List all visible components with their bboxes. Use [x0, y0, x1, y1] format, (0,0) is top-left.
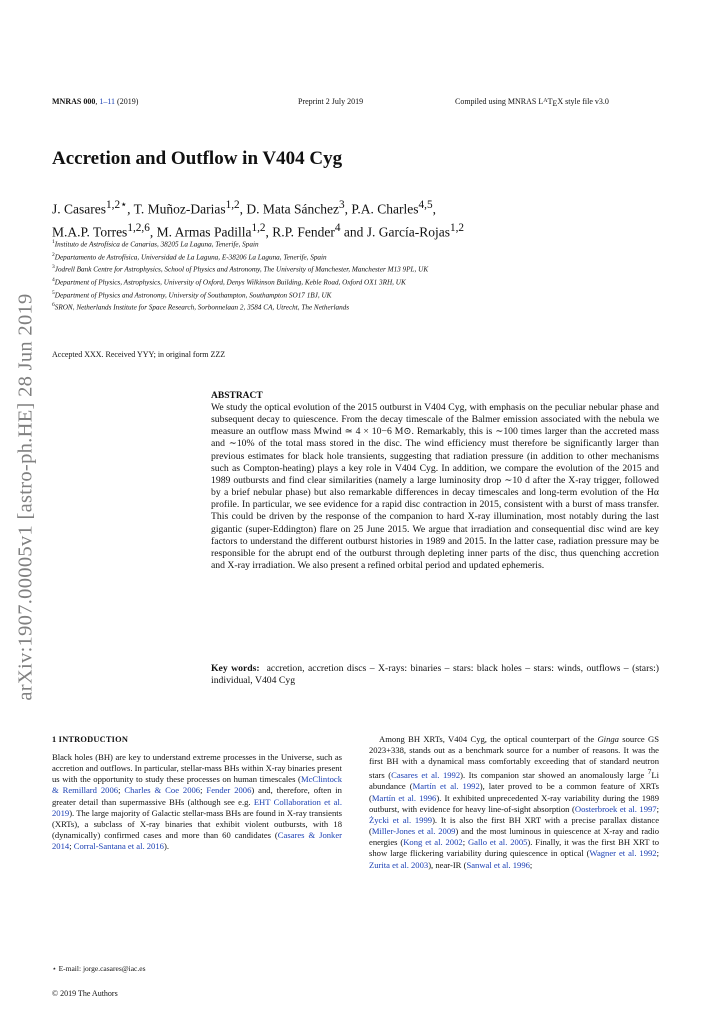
compiled-note: Compiled using MNRAS $L^ATEX$ style file v3.0	[455, 97, 609, 108]
author-list: J. Casares$^{1,2⋆}$, T. Muñoz-Darias$^{1,2}$, D. Mata Sánchez$^3$, P.A. Charles$^{4,5}$, M.A.P. Torres$^{1,2,6}$, M. Armas Padilla$^{1,2}$, R.P. Fender$^4$ and J. García-Rojas$^{1,2}$	[52, 199, 465, 239]
citation-link[interactable]: Gallo et al. 2005	[467, 837, 528, 848]
citation-link[interactable]: Casares & Jonker 2014	[52, 830, 343, 852]
citation-link[interactable]: Sanwal et al. 1996	[466, 859, 530, 870]
intro-column-left: Black holes (BH) are key to understand extreme processes in the Universe, such as accretion and outflows. In particular, stellar-mass BHs within X-ray binaries present us with the opportunity to study these processes on human timescales (McClintock & Remillard 2006; Charles & Coe 2006; Fender 2006) and, therefore, often in greater detail than supermassive BHs (although see e.g. EHT Collaboration et al. 2019). The large majority of Galactic stellar-mass BHs are found in X-ray transients (XRTs), a subclass of X-ray binaries that exhibit violent outbursts, with 18 (dynamically) confirmed cases and more than 60 candidates (Casares & Jonker 2014; Corral-Santana et al. 2016).	[52, 752, 343, 852]
arxiv-stamp	[4, 293, 48, 701]
paper-title: Accretion and Outflow in V404 Cyg	[52, 148, 343, 169]
abstract-body: We study the optical evolution of the 2015 outburst in V404 Cyg, with emphasis on the peculiar nebular phase and subsequent decay to quiescence. From the decay timescale of the Balmer emission associated with the nebula we measure an outflow mass Mwind ≃ 4 × 10−6 M⊙. Remarkably, this is ∼100 times larger than the accreted mass and ∼10% of the total mass stored in the disc. The wind efficiency must therefore be significantly larger than previous estimates for black hole transients, suggesting that radiation pressure (in addition to other mechanisms such as Compton-heating) plays a key role in V404 Cyg. In addition, we compare the evolution of the 2015 and 1989 outbursts and find clear similarities (namely a large luminosity drop ∼10 d after the X-ray trigger, followed by a brief nebular phase) but also remarkable differences in decay timescales and long-term evolution of the Hα profile. In particular, we see evidence for a rapid disc contraction in 2015, consistent with a burst of mass transfer. This could be driven by the response of the companion to hard X-ray illumination, most notably during the last gigantic (super-Eddington) flare on 25 June 2015. We argue that irradiation and consequential disc wind are key factors to understand the different outburst histories in 1989 and 2015. In the latter case, radiation pressure may be responsible for the abrupt end of the outburst through depleting inner parts of the disc, thus quenching accretion and X-ray irradiation. We also present a refined orbital period and updated ephemeris.	[211, 402, 659, 572]
citation-link[interactable]: Fender 2006	[206, 785, 252, 796]
keywords-label: Key words:	[211, 663, 260, 674]
preprint-date: Preprint 2 July 2019	[298, 97, 364, 106]
citation-link[interactable]: Życki et al. 1999	[369, 814, 433, 825]
abstract	[211, 390, 659, 572]
copyright: © 2019 The Authors	[52, 989, 118, 998]
keywords	[211, 663, 659, 687]
citation-link[interactable]: Corral-Santana et al. 2016	[73, 841, 164, 852]
intro-column-right: Among BH XRTs, V404 Cyg, the optical counterpart of the Ginga source GS 2023+338, stands out as a benchmark source for a number of reasons. It was the first BH with a dynamical mass comfortably exceeding that of standard neutron stars (Casares et al. 1992). Its companion star showed an anomalously large $^7$Li abundance (Martín et al. 1992), later proved to be a common feature of XRTs (Martín et al. 1996). It exhibited unprecedented X-ray variability during the 1989 outburst, with evidence for heavy line-of-sight absorption (Oosterbroek et al. 1997; Życki et al. 1999). It is also the first BH XRT with a precise parallax distance (Miller-Jones et al. 2009) and the most luminous in quiescence at X-ray and radio energies (Kong et al. 2002; Gallo et al. 2005). Finally, it was the first BH XRT to show large flickering variability during quiescence in optical (Wagner et al. 1992; Zurita et al. 2003), near-IR (Sanwal et al. 1996;	[369, 734, 660, 870]
citation-link[interactable]: Wagner et al. 1992	[589, 848, 657, 859]
keywords-list: accretion, accretion discs – X-rays: binaries – stars: black holes – stars: winds, outflows – (stars:) individual, V404 Cyg	[211, 663, 660, 687]
section-heading: 1 INTRODUCTION	[52, 735, 129, 744]
citation-link[interactable]: EHT Collaboration et al. 2019	[52, 796, 342, 818]
citation-link[interactable]: McClintock & Remillard 2006	[52, 774, 342, 796]
citation-link[interactable]: Martín et al. 1996	[371, 792, 437, 803]
citation-link[interactable]: Kong et al. 2002	[403, 837, 463, 848]
abstract-heading: ABSTRACT	[211, 391, 263, 401]
citation-link[interactable]: Casares et al. 1992	[391, 770, 461, 781]
received-line: Accepted XXX. Received YYY; in original form ZZZ	[52, 350, 226, 359]
citation-link[interactable]: Martín et al. 1992	[412, 781, 480, 792]
affiliations: $^1$Instituto de Astrofísica de Canarias, 38205 La Laguna, Tenerife, Spain $^2$Departamento de Astrofísica, Universidad de La Laguna, E-38206 La Laguna, Tenerife, Spain $^3$Jodrell Bank Centre for Astrophysics, School of Physics and Astronomy, The University of Manchester, Manchester M13 9PL, UK $^4$Department of Physics, Astrophysics, University of Oxford, Denys Wilkinson Building, Keble Road, Oxford OX1 3RH, UK $^5$Department of Physics and Astronomy, University of Southampton, Southampton SO17 1BJ, UK $^6$SRON, Netherlands Institute for Space Research, Sorbonnelaan 2, 3584 CA, Utrecht, The Netherlands	[52, 239, 429, 312]
citation-link[interactable]: Oosterbroek et al. 1997	[574, 803, 657, 814]
citation-link[interactable]: Zurita et al. 2003	[369, 859, 429, 870]
citation-link[interactable]: Charles & Coe 2006	[124, 785, 201, 796]
citation-link[interactable]: Miller-Jones et al. 2009	[371, 826, 456, 837]
journal-header: MNRAS 000, 1–11 (2019)	[52, 97, 139, 106]
arxiv-id: arXiv:1907.00005v1 [astro-ph.HE] 28 Jun 2019	[14, 293, 37, 701]
footnote-email: ⋆ E-mail: jorge.casares@iac.es	[52, 964, 146, 973]
